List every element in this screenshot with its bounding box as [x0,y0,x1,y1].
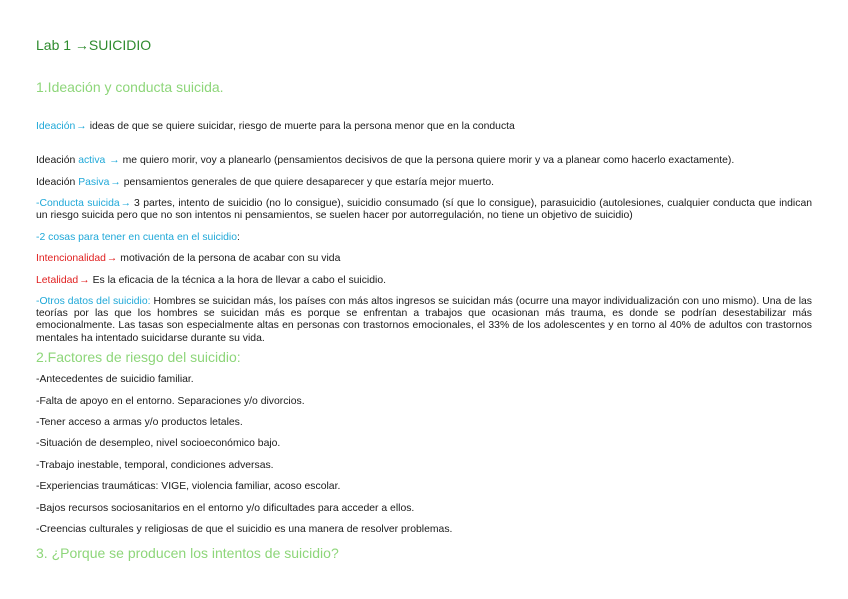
document-title: Lab 1 →SUICIDIO [36,37,152,53]
letalidad-term: Letalidad [36,275,79,286]
ideacion-term: Ideación [36,121,76,132]
intencionalidad-term: Intencionalidad [36,253,106,264]
dos-cosas-text: : [237,232,240,243]
arrow-icon: → [79,275,90,286]
intencionalidad-text: motivación de la persona de acabar con su vida [120,253,341,264]
dos-cosas-paragraph [36,232,240,244]
letalidad-paragraph [36,275,386,287]
ideacion-pasiva-text: pensamientos generales de que quiere desaparecer y que estaría mejor muerto. [123,177,495,188]
factor-item: -Antecedentes de suicidio familiar. [36,374,194,385]
factor-item: -Trabajo inestable, temporal, condiciones adversas. [36,460,274,471]
factor-item: -Bajos recursos sociosanitarios en el entorno y/o dificultades para acceder a ellos. [36,503,415,514]
otros-datos-paragraph [36,296,812,345]
intencionalidad-paragraph [36,253,340,265]
factor-item: -Experiencias traumáticas: VIGE, violencia familiar, acoso escolar. [36,481,341,492]
otros-datos-term: -Otros datos del suicidio: [36,296,151,307]
arrow-icon: → [110,177,121,188]
arrow-icon: → [109,155,120,166]
otros-datos-text: Hombres se suicidan más, los países con más altos ingresos se suicidan más (ocurre una mayor individualización con uno mismo). Una de las teorías por las que los hombres se suicidan más es porque se enfrentan a trabajos que ocasionan más trauma, es donde se podrían desestabilizar más emocionalmente. Las tasas son especialmente altas en personas con trastornos emocionales, el 33% de los adolescentes y en torno al 40% de adultos con trastornos mentales ha intentado suicidarse durante su vida. [36,296,812,344]
ideacion-pasiva-paragraph [36,177,494,189]
ideacion-pasiva-prefix: Ideación [36,177,76,188]
factor-item: -Falta de apoyo en el entorno. Separaciones y/o divorcios. [36,396,305,407]
arrow-icon: → [120,198,132,209]
conducta-paragraph [36,198,812,222]
ideacion-activa-text: me quiero morir, voy a planearlo (pensamientos decisivos de que la persona quiere morir y va a planear como hacerlo exactamente). [122,155,735,166]
ideacion-paragraph [36,121,515,133]
conducta-text: 3 partes, intento de suicidio (no lo consigue), suicidio consumado (sí que lo consigue), parasuicidio (autolesiones, cualquier conducta que indican un riesgo suicida pero que no son intentos ni pensamientos, se suelen hacer por autorregulación, no tiene un objetivo de suicidio) [36,198,812,222]
section-2-heading: 2.Factores de riesgo del suicidio: [36,349,241,365]
factor-item: -Creencias culturales y religiosas de que el suicidio es una manera de resolver problemas. [36,524,453,535]
ideacion-pasiva-term: Pasiva [78,177,110,188]
ideacion-activa-term: activa [78,155,106,166]
dos-cosas-term: -2 cosas para tener en cuenta en el suicidio [36,232,238,243]
ideacion-activa-paragraph [36,155,734,167]
ideacion-activa-prefix: Ideación [36,155,76,166]
arrow-icon: → [106,253,118,264]
arrow-icon: → [76,121,87,132]
factor-item: -Tener acceso a armas y/o productos letales. [36,417,243,428]
conducta-term: -Conducta suicida [36,198,120,209]
factor-item: -Situación de desempleo, nivel socioeconómico bajo. [36,438,281,449]
section-1-heading: 1.Ideación y conducta suicida. [36,79,224,95]
section-3-heading: 3. ¿Porque se producen los intentos de suicidio? [36,545,339,561]
letalidad-text: Es la eficacia de la técnica a la hora de llevar a cabo el suicidio. [92,275,386,286]
ideacion-text: ideas de que se quiere suicidar, riesgo de muerte para la persona menor que en la conducta [89,121,515,132]
